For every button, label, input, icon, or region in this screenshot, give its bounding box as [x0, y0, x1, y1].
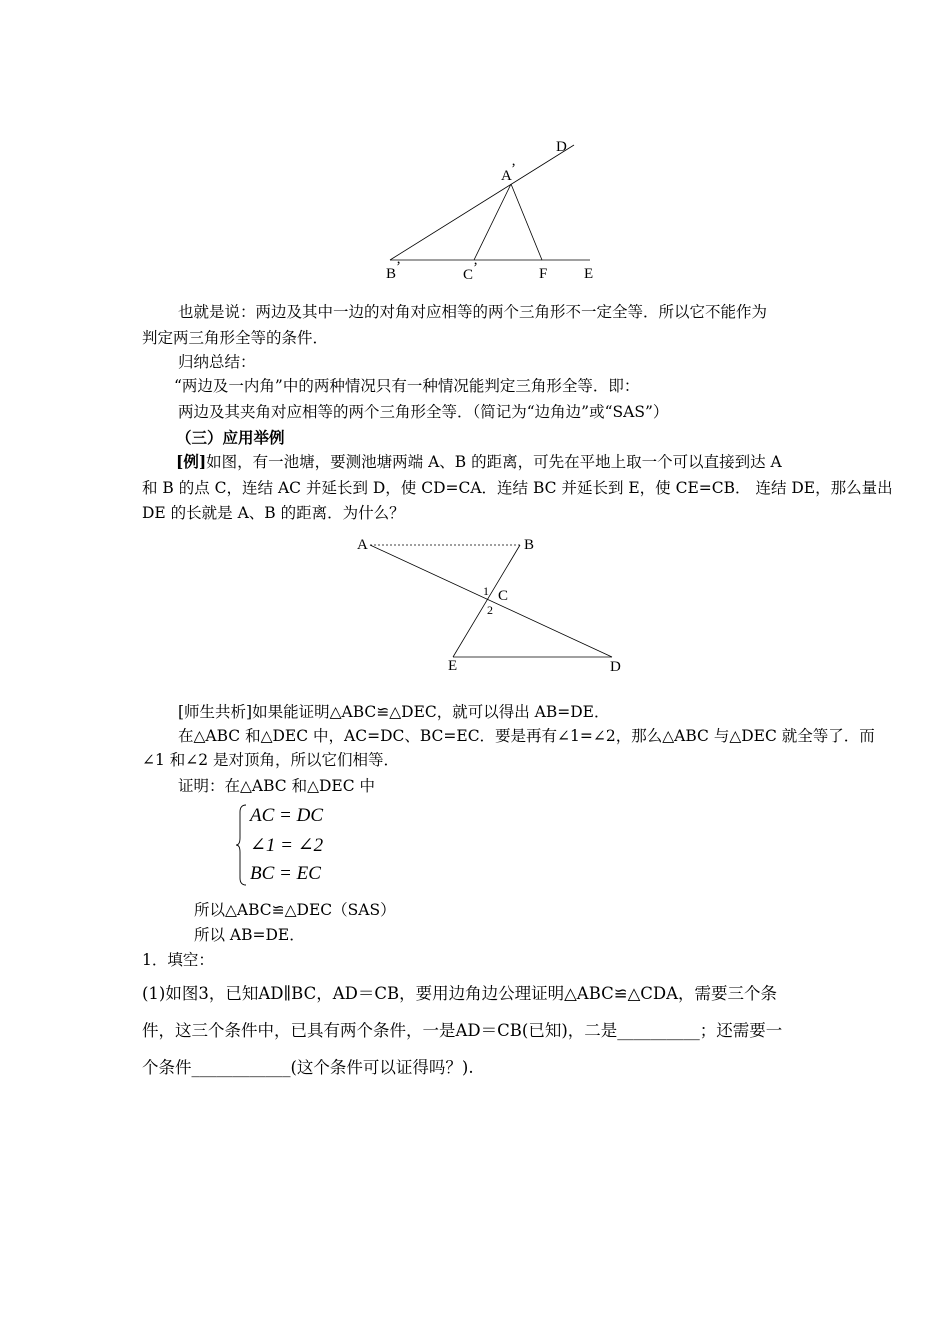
figure-pond: [350, 530, 640, 680]
exercise-line: (1)如图3，已知AD∥BC，AD＝CB，要用边角边公理证明△ABC≌△CDA，需要三个条: [142, 984, 778, 1003]
analysis-line: 在△ABC 和△DEC 中，AC=DC、BC=EC．要是再有∠1=∠2，那么△ABC 与△DEC 就全等了．而: [178, 727, 875, 745]
analysis-line: [师生共析]如果能证明△ABC≌△DEC，就可以得出 AB=DE．: [178, 703, 610, 721]
label-a: A: [357, 537, 368, 553]
line-a-d: [370, 545, 612, 657]
example-text: 如图，有一池塘，要测池塘两端 A、B 的距离，可先在平地上取一个可以直接到达 A: [206, 453, 782, 471]
summary-title: 归纳总结：: [178, 353, 256, 371]
label-e: E: [584, 266, 594, 282]
proof-row: BC = EC: [250, 863, 321, 884]
label-c: C: [498, 588, 509, 604]
label-e: E: [448, 658, 458, 674]
proof-intro: 证明：在△ABC 和△DEC 中: [178, 777, 376, 795]
section-heading: （三）应用举例: [176, 428, 285, 447]
line-b-e: [453, 545, 520, 657]
proof-row: ∠1 = ∠2: [250, 835, 324, 856]
label-b-prime: ’: [396, 259, 401, 275]
label-c: C: [463, 267, 474, 283]
exercise-heading: 1．填空：: [142, 951, 214, 969]
label-c-prime: ’: [473, 260, 478, 276]
example-tag: [例]: [176, 452, 207, 471]
line-a-c: [474, 184, 511, 260]
exercise-line: 件，这三个条件中，已具有两个条件，一是AD＝CB(已知)，二是__________；还需要一: [142, 1021, 783, 1040]
example-line: 和 B 的点 C，连结 AC 并延长到 D，使 CD=CA．连结 BC 并延长到 E，使 CE=CB． 连结 DE，那么量出: [142, 479, 893, 497]
label-a-prime: ’: [511, 161, 516, 177]
label-angle-1: 1: [483, 584, 489, 598]
label-angle-2: 2: [487, 603, 493, 617]
analysis-line: ∠1 和∠2 是对顶角，所以它们相等．: [142, 751, 400, 769]
label-f: F: [539, 266, 548, 282]
line-a-f: [511, 184, 542, 260]
example-line: [176, 452, 782, 472]
label-d: D: [610, 659, 621, 675]
proof-row: AC = DC: [250, 805, 323, 826]
proof-brace: [236, 804, 248, 886]
conclusion-line: 所以△ABC≌△DEC（SAS）: [194, 901, 396, 919]
figure-triangle-ssa: [370, 130, 620, 290]
conclusion-line: 所以 AB=DE．: [194, 926, 305, 944]
exercise-line: 个条件____________(这个条件可以证得吗？).: [142, 1058, 474, 1077]
label-a: A: [501, 168, 512, 184]
paragraph-line: 判定两三角形全等的条件．: [142, 329, 329, 347]
paragraph-line: 也就是说：两边及其中一边的对角对应相等的两个三角形不一定全等．所以它不能作为: [178, 303, 768, 321]
label-d: D: [556, 139, 567, 155]
summary-line: “两边及一内角”中的两种情况只有一种情况能判定三角形全等．即：: [174, 377, 640, 395]
label-b: B: [524, 537, 535, 553]
label-b: B: [386, 266, 397, 282]
summary-line: 两边及其夹角对应相等的两个三角形全等．（简记为“边角边”或“SAS”）: [178, 403, 669, 421]
example-line: DE 的长就是 A、B 的距离．为什么？: [142, 504, 405, 522]
